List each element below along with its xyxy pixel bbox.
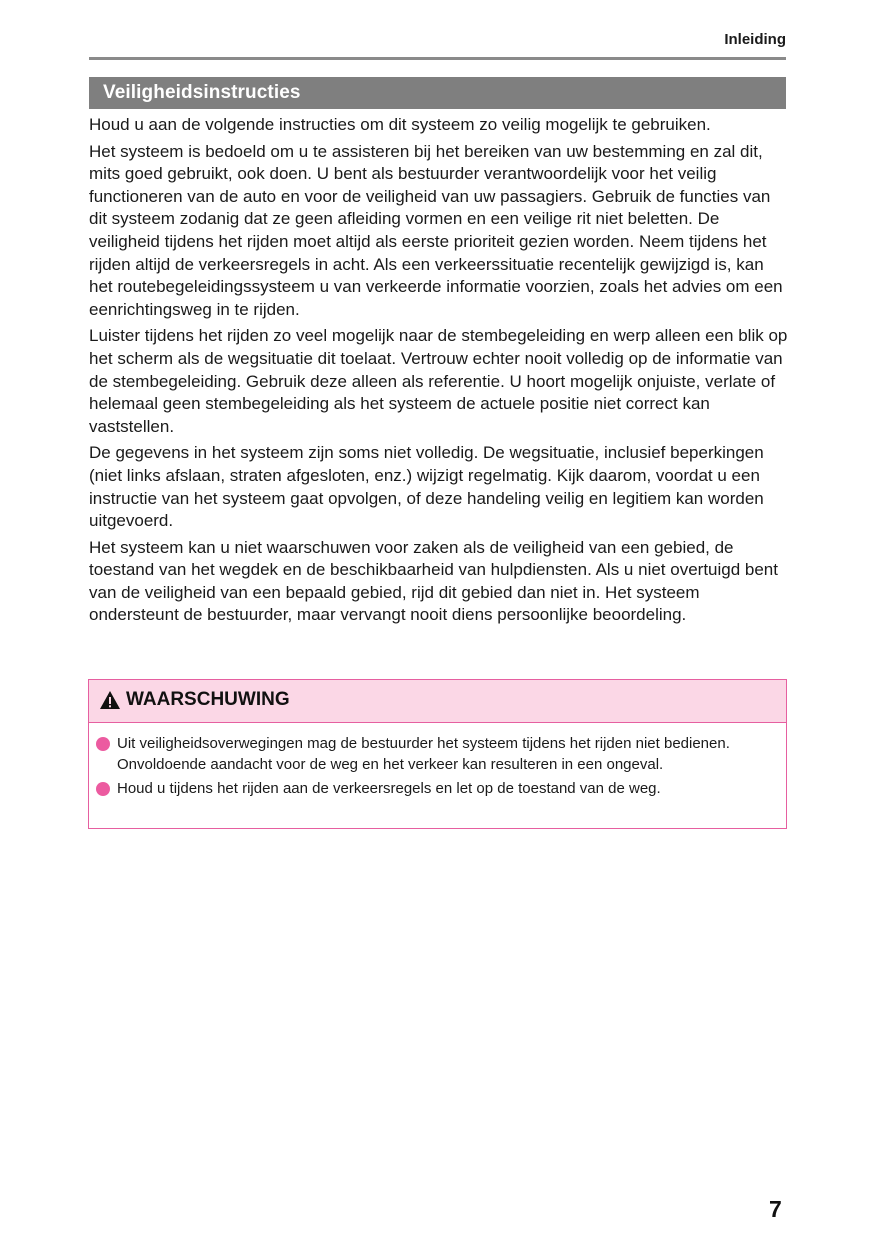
warning-list	[89, 723, 786, 800]
list-item	[89, 779, 786, 800]
paragraph: Het systeem kan u niet waarschuwen voor zaken als de veiligheid van een gebied, de toestand van het wegdek en de beschikbaarheid van hulpdiensten. Als u niet overtuigd bent van de veiligheid van een bepaald gebied, rijd dit gebied dan niet in. Het systeem ondersteunt de bestuurder, maar vervangt nooit diens persoonlijke beoordeling.	[89, 537, 778, 625]
warning-item-text: Uit veiligheidsoverwegingen mag de bestuurder het systeem tijdens het rijden niet bedienen. Onvoldoende aandacht voor de weg en het verkeer kan resulteren in een ongeval.	[117, 735, 730, 773]
page-header	[89, 30, 786, 60]
section-title: Veiligheidsinstructies	[103, 82, 301, 103]
warning-item-text: Houd u tijdens het rijden aan de verkeersregels en let op de toestand van de weg.	[117, 780, 661, 797]
list-item	[89, 734, 786, 775]
warning-box	[88, 679, 787, 829]
warning-header	[89, 680, 786, 723]
paragraph: Houd u aan de volgende instructies om dit systeem zo veilig mogelijk te gebruiken.	[89, 115, 711, 134]
paragraph: Luister tijdens het rijden zo veel mogelijk naar de stembegeleiding en werp alleen een blik op het scherm als de wegsituatie dit toelaat. Vertrouw echter nooit volledig op de informatie van de stembegeleiding. Gebruik deze alleen als referentie. U hoort mogelijk onjuiste, verlate of helemaal geen stembegeleiding als het systeem de actuele positie niet correct kan vaststellen.	[89, 326, 788, 436]
body-text	[89, 114, 789, 631]
paragraph: Het systeem is bedoeld om u te assisteren bij het bereiken van uw bestemming en zal dit, mits goed gebruikt, ook doen. U bent als bestuurder verantwoordelijk voor het veilig functioneren van de auto en voor de veiligheid van uw passagiers. Gebruik de functies van dit systeem zodanig dat ze geen afleiding vormen en een veilige rit niet beletten. De veiligheid tijdens het rijden moet altijd als eerste prioriteit gezien worden. Neem tijdens het rijden altijd de verkeersregels in acht. Als een verkeerssituatie recentelijk gewijzigd is, kan het routebegeleidingssysteem u van verkeerde informatie voorzien, zoals het advies om een eenrichtingsweg in te rijden.	[89, 141, 783, 319]
bullet-dot-icon	[96, 737, 110, 751]
section-heading-bar	[89, 77, 786, 109]
bullet-dot-icon	[96, 782, 110, 796]
paragraph: De gegevens in het systeem zijn soms niet volledig. De wegsituatie, inclusief beperkingen (niet links afslaan, straten afgesloten, enz.) wijzigt regelmatig. Kijk daarom, voordat u een instructie van het systeem gaat opvolgen, of deze handeling veilig en legitiem kan worden uitgevoerd.	[89, 443, 764, 531]
warning-title: WAARSCHUWING	[126, 689, 290, 710]
warning-triangle-icon	[99, 690, 121, 710]
chapter-title: Inleiding	[724, 31, 786, 48]
page-number: 7	[769, 1196, 782, 1222]
